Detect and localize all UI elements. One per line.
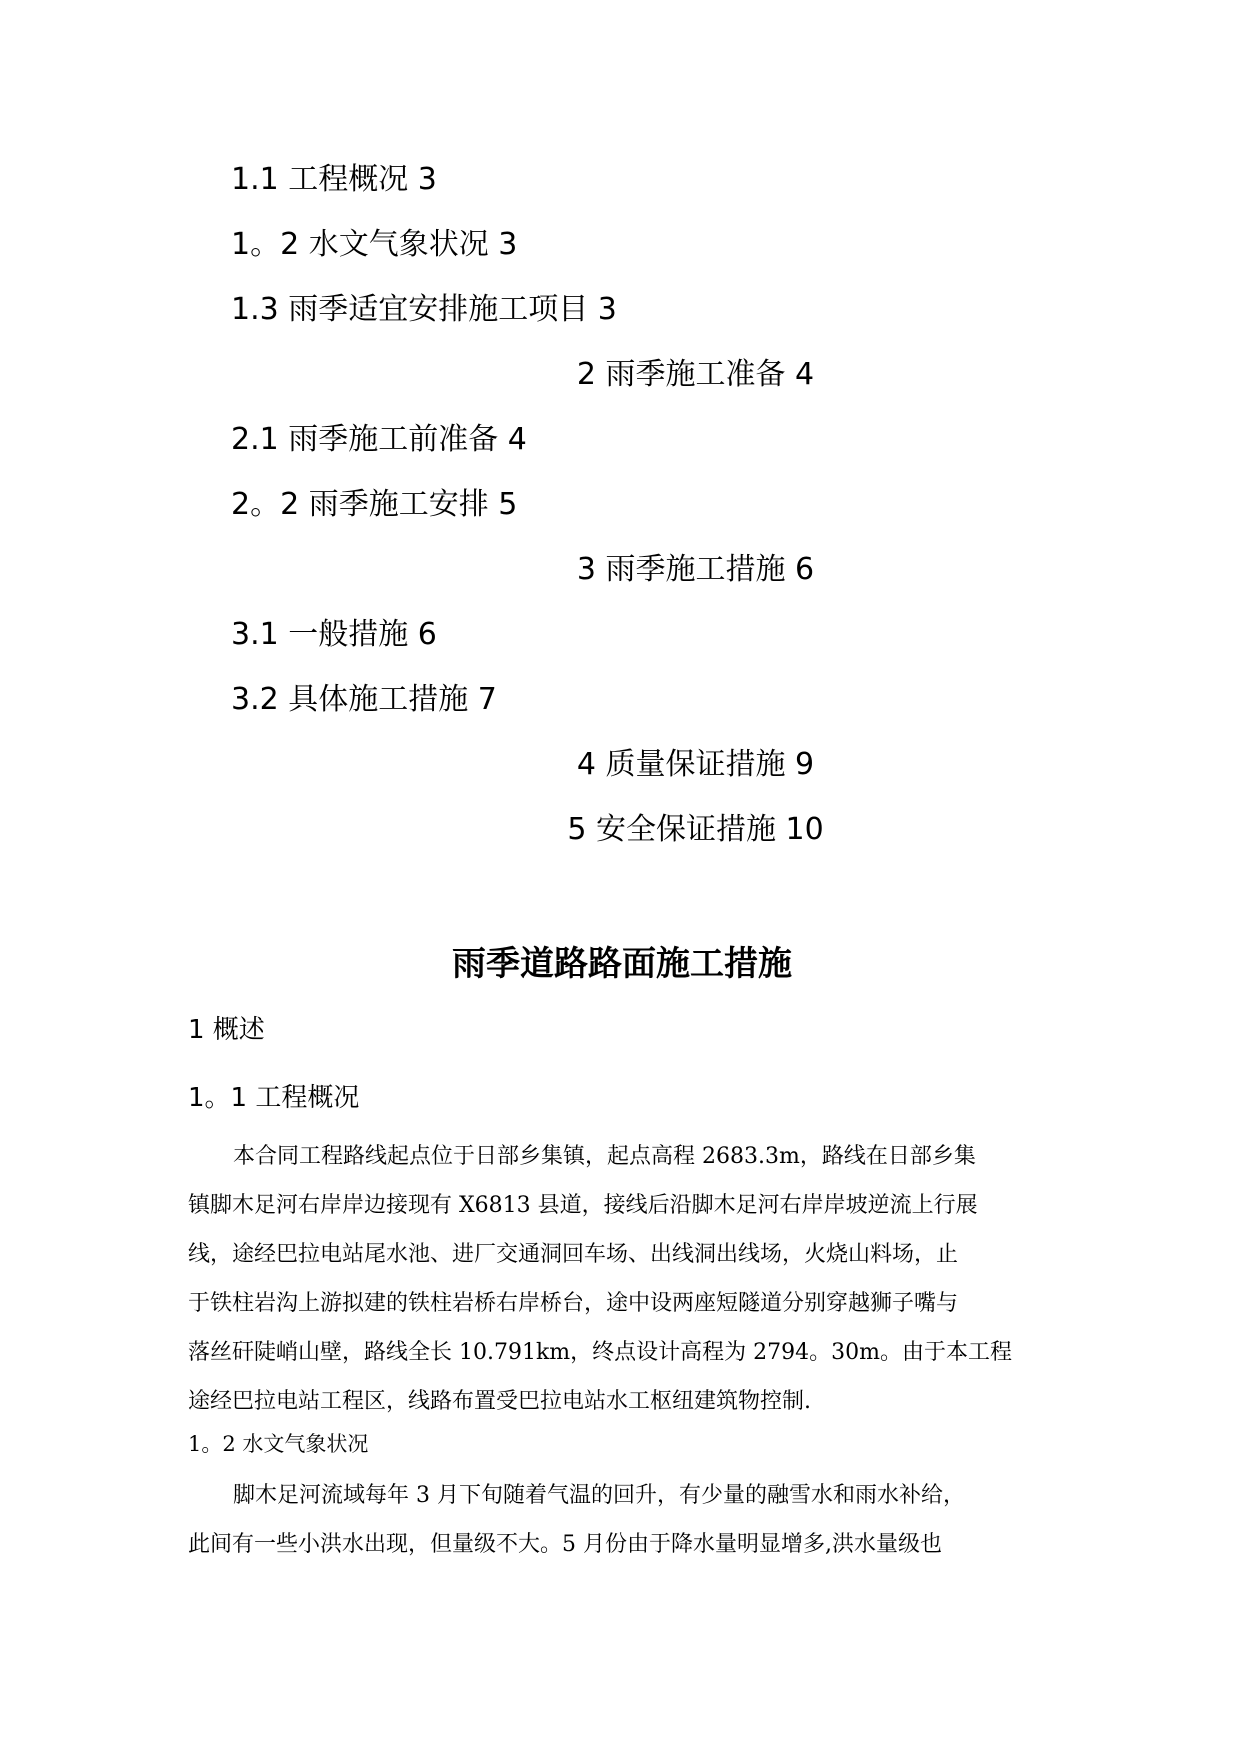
toc-entry[interactable]: 3.2 具体施工措施 7 xyxy=(231,682,497,717)
document-title: 雨季道路路面施工措施 xyxy=(452,944,792,984)
paragraph-line: 脚木足河流域每年 3 月下旬随着气温的回升，有少量的融雪水和雨水补给， xyxy=(233,1483,965,1508)
subsection-heading: 1。1 工程概况 xyxy=(188,1083,360,1113)
paragraph-line: 落丝矸陡峭山壁，路线全长 10.791km，终点设计高程为 2794。30m。由于本工程 xyxy=(188,1340,1013,1365)
toc-entry[interactable]: 1.1 工程概况 3 xyxy=(231,162,437,197)
toc-entry[interactable]: 4 质量保证措施 9 xyxy=(576,747,815,782)
paragraph-hydrology xyxy=(188,1471,1054,1569)
toc-entry[interactable]: 1。2 水文气象状况 3 xyxy=(231,227,518,262)
paragraph-line: 线，途经巴拉电站尾水池、进厂交通洞回车场、出线洞出线场，火烧山料场，止 xyxy=(188,1242,959,1267)
paragraph-line: 此间有一些小洪水出现，但量级不大。5 月份由于降水量明显增多,洪水量级也 xyxy=(188,1532,942,1557)
toc-entry[interactable]: 2.1 雨季施工前准备 4 xyxy=(231,422,527,457)
paragraph-line: 途经巴拉电站工程区，线路布置受巴拉电站水工枢纽建筑物控制. xyxy=(188,1389,811,1414)
paragraph-line: 镇脚木足河右岸岸边接现有 X6813 县道，接线后沿脚木足河右岸岸坡逆流上行展 xyxy=(188,1193,978,1218)
toc-entry[interactable]: 2。2 雨季施工安排 5 xyxy=(231,487,518,522)
paragraph-line: 本合同工程路线起点位于日部乡集镇，起点高程 2683.3m，路线在日部乡集 xyxy=(233,1144,976,1169)
toc-entry[interactable]: 5 安全保证措施 10 xyxy=(567,812,824,847)
toc-entry[interactable]: 1.3 雨季适宜安排施工项目 3 xyxy=(231,292,617,327)
paragraph-line: 于铁柱岩沟上游拟建的铁柱岩桥右岸桥台，途中设两座短隧道分别穿越狮子嘴与 xyxy=(188,1291,959,1316)
toc-entry[interactable]: 3 雨季施工措施 6 xyxy=(576,552,815,587)
section-heading: 1 概述 xyxy=(188,1015,265,1045)
toc-entry[interactable]: 3.1 一般措施 6 xyxy=(231,617,437,652)
subsection-heading: 1。2 水文气象状况 xyxy=(188,1432,369,1456)
toc-entry[interactable]: 2 雨季施工准备 4 xyxy=(576,357,815,392)
paragraph-project-overview xyxy=(188,1132,1054,1426)
